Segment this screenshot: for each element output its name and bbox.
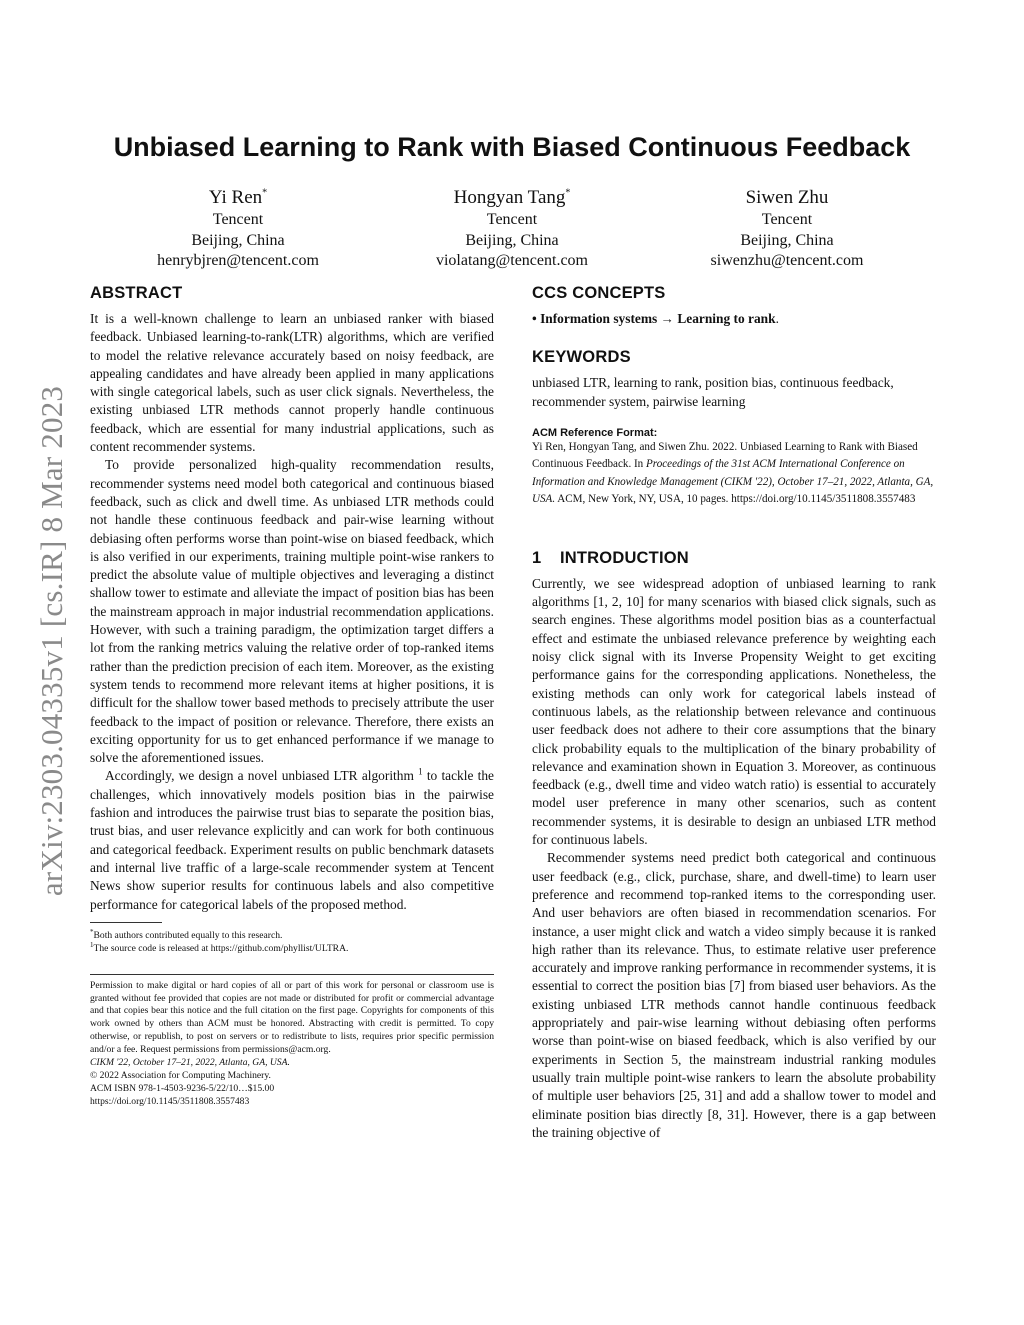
author-block-1 bbox=[88, 186, 388, 272]
author-block-3 bbox=[637, 186, 937, 272]
isbn-line: ACM ISBN 978-1-4503-9236-5/22/10…$15.00 bbox=[90, 1082, 275, 1094]
paper-title: Unbiased Learning to Rank with Biased Continuous Feedback bbox=[113, 132, 911, 162]
equal-contrib-mark: * bbox=[565, 187, 571, 199]
abstract-paragraph-1: It is a well-known challenge to learn an unbiased ranker with biased feedback. Unbiased learning-to-rank(LTR) algorithms, which are verified to model the relative relevance accurately based on noisy feedback, are appealing candidates and have already been applied in many applications with single categorical labels, such as user click signals. Nevertheless, the existing unbiased LTR methods cannot properly handle continuous feedback, which are essential for many industrial applications, such as content recommender systems. bbox=[90, 311, 494, 455]
abstract-paragraph-2: To provide personalized high-quality recommendation results, recommender systems need model both categorical and continuous biased feedback, such as click and dwell time. As unbiased LTR methods could not handle these continuous feedback and pair-wise learning without debiasing often performs worse than point-wise on biased feedback, which is also verified in our experiments, training multiple point-wise rankers to predict the absolute value of multiple objectives and leveraging a distinct shallow tower to estimate and alleviate the impact of position bias has been the mainstream approach in major industrial recommendation applications. However, with such a training paradigm, the optimization target differs a lot from the ranking metrics valuing the relative order of top-ranked items rather than the prediction precision of each item. Moreover, as the existing system tends to recommend more relevant items at higher positions, it is difficult for the shallow tower based methods to precisely attribute the user feedback to the impact of position or relevance. Therefore, there exists an exciting opportunity for us to get enhanced performance if we manage to solve the aforementioned issues. bbox=[90, 457, 494, 766]
reference-format-heading: ACM Reference Format: bbox=[532, 426, 658, 439]
author-email: siwenzhu@tencent.com bbox=[710, 252, 864, 269]
author-name: Hongyan Tang* bbox=[453, 187, 571, 208]
permission-rule bbox=[90, 974, 494, 975]
footnote-2: $^1$The source code is released at https://github.com/phyllist/ULTRA. bbox=[90, 941, 349, 955]
author-name: Siwen Zhu bbox=[745, 187, 829, 208]
author-location: Beijing, China bbox=[191, 231, 285, 249]
intro-paragraph-1: Currently, we see widespread adoption of unbiased learning to rank algorithms [1, 2, 10] for many scenarios with biased click signals, such as search engines. These algorithms model position bias as a counterfactual effect and estimate the unbiased relevance preference by weighting each noisy click signal with its Inverse Propensity Weight to get exciting performance gains for the corresponding applications. Nonetheless, the existing methods can only work for categorical labels instead of continuous labels, as the relationship between relevance and continuous user feedback does not adhere to their core assumptions that the binary click probability equals to the multiplication of the binary probability of relevance and examination shown in Equation 3. Moreover, as continuous feedback (e.g., dwell time and video watch ratio) is essential to accurately model user preference in many other scenarios, such as content recommender systems, it is desirable to design an unbiased LTR method for continuous labels. bbox=[532, 575, 936, 848]
author-location: Beijing, China bbox=[740, 231, 834, 249]
copyright-line: © 2022 Association for Computing Machinery. bbox=[90, 1069, 271, 1081]
author-name: Yi Ren* bbox=[208, 187, 268, 208]
right-column bbox=[532, 282, 936, 1142]
footnote-rule bbox=[90, 922, 162, 923]
abstract-paragraph-3: Accordingly, we design a novel unbiased LTR algorithm $^1$ to tackle the challenges, which innovatively models position bias in the pairwise fashion and introduces the pairwise trust bias to separate the position bias, trust bias, and user relevance explicitly and can work for both continuous and categorical feedback. Experiment results on public benchmark datasets and internal live traffic of a large-scale recommender system at Tencent News show superior results for continuous labels and also competitive performance for categorical labels of the proposed method. bbox=[90, 766, 494, 912]
arxiv-stamp bbox=[4, 373, 69, 957]
arxiv-stamp-text: arXiv:2303.04335v1 [cs.IR] 8 Mar 2023 bbox=[34, 385, 69, 897]
abstract-heading: ABSTRACT bbox=[90, 284, 183, 302]
left-column bbox=[90, 282, 494, 1109]
ccs-heading: CCS CONCEPTS bbox=[532, 284, 666, 302]
author-affiliation: Tencent bbox=[486, 211, 538, 228]
keywords-heading: KEYWORDS bbox=[532, 348, 631, 367]
author-affiliation: Tencent bbox=[212, 211, 264, 228]
intro-paragraph-2: Recommender systems need predict both categorical and continuous user feedback (e.g., click, purchase, share, and dwell-time) to learn user preference and recommend top-ranked items to the corresponding user. And user behaviors are often biased in recommendation scenarios. For instance, a user might click and watch a video simply because it is ranked high rather than its relevance. Thus, to estimate relative user preference accurately and improve ranking performance in recommender systems, it is essential to correct the position bias [7] from biased user behaviors. As the existing unbiased LTR methods cannot handle continuous feedback appropriately and pair-wise learning without debiasing often performs worse than point-wise on biased feedback, which is also verified by our experiments in Section 5, the mainstream industrial ranking modules usually train multiple point-wise rankers to learn the absolute probability of multiple user behaviors [25, 31] and add a shallow tower to model and eliminate position bias directly [8, 31]. However, there is a gap between the training objective of bbox=[532, 850, 936, 1140]
reference-format-text: Yi Ren, Hongyan Tang, and Siwen Zhu. 2022. Unbiased Learning to Rank with Biased Continuous Feedback. In Proceedings of the 31st ACM International Conference on Information and Knowledge Management (CIKM '22), October 17–21, 2022, Atlanta, GA, USA. ACM, New York, NY, USA, 10 pages. https://doi.org/10.1145/3511808.3557483 bbox=[532, 440, 934, 506]
conference-info: CIKM '22, October 17–21, 2022, Atlanta, GA, USA. bbox=[90, 1057, 290, 1069]
permission-notice: Permission to make digital or hard copies of all or part of this work for personal or classroom use is granted without fee provided that copies are not made or distributed for profit or commercial advantage and that copies bear this notice and the full citation on the first page. Copyrights for components of this work owned by others than ACM must be honored. Abstracting with credit is permitted. To copy otherwise, or republish, to post on servers or to redistribute to lists, requires prior specific permission and/or a fee. Request permissions from permissions@acm.org. bbox=[90, 979, 494, 1056]
keywords-text: unbiased LTR, learning to rank, position bias, continuous feedback, recommender system, pairwise learning bbox=[532, 375, 894, 409]
equal-contrib-mark: * bbox=[262, 187, 268, 199]
doi-link[interactable]: https://doi.org/10.1145/3511808.3557483 bbox=[90, 1095, 250, 1107]
author-location: Beijing, China bbox=[465, 231, 559, 249]
ccs-concepts: • Information systems → Learning to rank. bbox=[532, 311, 779, 326]
introduction-heading: 1 INTRODUCTION bbox=[532, 548, 689, 567]
author-block-2 bbox=[362, 186, 662, 272]
author-affiliation: Tencent bbox=[761, 211, 813, 228]
author-email: henrybjren@tencent.com bbox=[157, 252, 319, 269]
author-email: violatang@tencent.com bbox=[435, 252, 588, 269]
footnote-ref: 1 bbox=[418, 766, 423, 777]
footnote-1: *Both authors contributed equally to this research. bbox=[90, 927, 283, 941]
